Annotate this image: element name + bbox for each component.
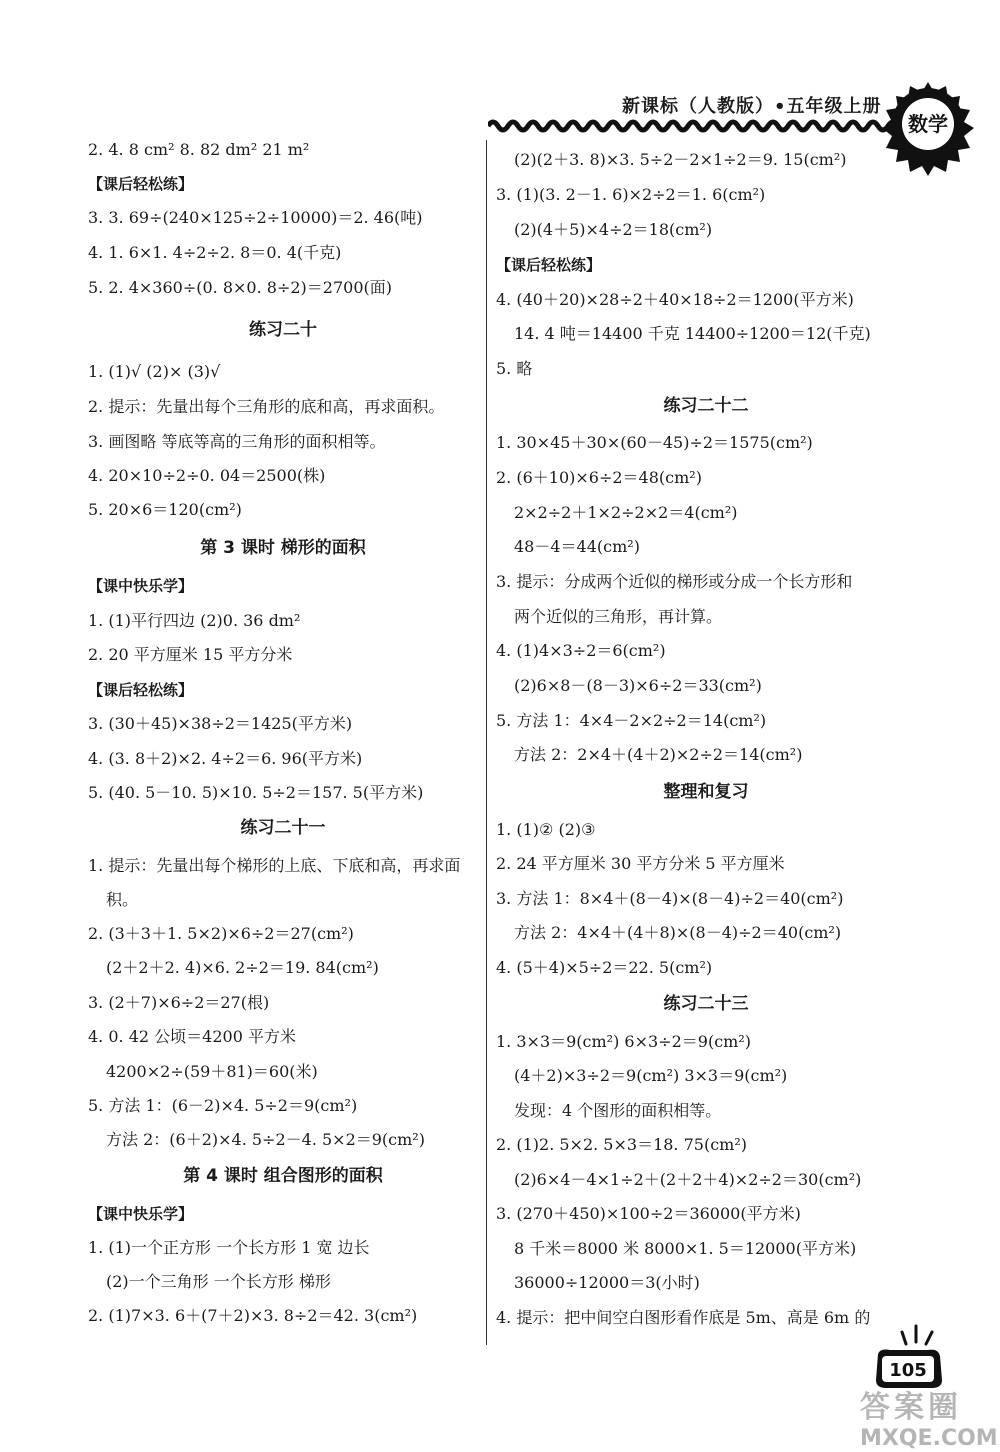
answer-line: 48－4＝44(cm²)	[514, 537, 640, 556]
answer-line: 1. 提示：先量出每个梯形的上底、下底和高，再求面	[88, 856, 461, 875]
answer-line: 4. 1. 6×1. 4÷2÷2. 8＝0. 4(千克)	[88, 243, 342, 262]
answer-line: 1. (1)√ (2)× (3)√	[88, 362, 221, 381]
answer-line: (2)(2＋3. 8)×3. 5÷2－2×1÷2＝9. 15(cm²)	[514, 150, 847, 169]
page-number: 105	[889, 1360, 927, 1381]
section-heading: 第 3 课时 梯形的面积	[200, 538, 366, 558]
column-divider	[486, 140, 487, 1345]
book-title-header: 新课标（人教版）•五年级上册	[622, 96, 882, 117]
answer-line: (4＋2)×3÷2＝9(cm²) 3×3＝9(cm²)	[514, 1066, 788, 1085]
answer-line: 2. (3＋3＋1. 5×2)×6÷2＝27(cm²)	[88, 924, 354, 943]
answer-line: 36000÷12000＝3(小时)	[514, 1273, 700, 1292]
answer-line: (2＋2＋2. 4)×6. 2÷2＝19. 84(cm²)	[106, 958, 379, 977]
answer-line: 2. (6＋10)×6÷2＝48(cm²)	[496, 468, 702, 487]
answer-line: 4. (1)4×3÷2＝6(cm²)	[496, 641, 666, 660]
answer-line: 2. (1)7×3. 6＋(7＋2)×3. 8÷2＝42. 3(cm²)	[88, 1306, 418, 1325]
answer-line: 2. 24 平方厘米 30 平方分米 5 平方厘米	[496, 854, 785, 873]
answer-line: (2)6×4－4×1÷2＋(2＋2＋4)×2÷2＝30(cm²)	[514, 1170, 862, 1189]
subsection-label: 【课后轻松练】	[88, 681, 194, 699]
subject-badge-label: 数学	[908, 112, 948, 136]
section-heading: 练习二十	[249, 320, 317, 340]
answer-line: 3. 3. 69÷(240×125÷2÷10000)＝2. 46(吨)	[88, 208, 423, 227]
decorative-wavy-border	[488, 118, 898, 134]
answer-line: 5. 方法 1：4×4－2×2÷2＝14(cm²)	[496, 711, 767, 730]
answer-line: 3. 画图略 等底等高的三角形的面积相等。	[88, 432, 386, 451]
answer-line: 3. 提示：分成两个近似的梯形或分成一个长方形和	[496, 572, 853, 591]
section-heading: 第 4 课时 组合图形的面积	[183, 1166, 383, 1186]
answer-line: 5. 方法 1：(6－2)×4. 5÷2＝9(cm²)	[88, 1096, 358, 1115]
answer-line: 积。	[106, 890, 139, 909]
answer-line: (2)一个三角形 一个长方形 梯形	[106, 1272, 331, 1291]
subsection-label: 【课中快乐学】	[88, 1205, 194, 1223]
answer-line: 3. 方法 1：8×4＋(8－4)×(8－4)÷2＝40(cm²)	[496, 889, 844, 908]
answer-line: 方法 2：2×4＋(4＋2)×2÷2＝14(cm²)	[514, 745, 803, 764]
answer-line: 5. 2. 4×360÷(0. 8×0. 8÷2)＝2700(面)	[88, 278, 392, 297]
answer-line: 1. (1)② (2)③	[496, 820, 596, 839]
answer-line: 方法 2：(6＋2)×4. 5÷2－4. 5×2＝9(cm²)	[106, 1130, 425, 1149]
watermark-url: MXQE.COM	[860, 1426, 998, 1451]
answer-line: 1. 30×45＋30×(60－45)÷2＝1575(cm²)	[496, 433, 813, 452]
answer-line: (2)6×8－(8－3)×6÷2＝33(cm²)	[514, 676, 762, 695]
answer-line: 2. 提示：先量出每个三角形的底和高，再求面积。	[88, 397, 445, 416]
subsection-label: 【课中快乐学】	[88, 577, 194, 595]
answer-line: 3. (30＋45)×38÷2＝1425(平方米)	[88, 714, 353, 733]
answer-line: 5. 20×6＝120(cm²)	[88, 500, 242, 519]
section-heading: 练习二十三	[663, 994, 749, 1014]
subject-badge-icon	[880, 78, 976, 178]
answer-line: 5. (40. 5－10. 5)×10. 5÷2＝157. 5(平方米)	[88, 783, 424, 802]
answer-line: 14. 4 吨＝14400 千克 14400÷1200＝12(千克)	[514, 324, 871, 343]
answer-line: 2. (1)2. 5×2. 5×3＝18. 75(cm²)	[496, 1135, 747, 1154]
answer-line: 两个近似的三角形，再计算。	[514, 607, 723, 626]
answer-line: 方法 2：4×4＋(4＋8)×(8－4)÷2＝40(cm²)	[514, 923, 842, 942]
answer-line: 1. 3×3＝9(cm²) 6×3÷2＝9(cm²)	[496, 1032, 751, 1051]
answer-line: 4. 20×10÷2÷0. 04＝2500(株)	[88, 466, 326, 485]
answer-line: (2)(4＋5)×4÷2＝18(cm²)	[514, 220, 713, 239]
answer-line: 1. (1)平行四边 (2)0. 36 dm²	[88, 611, 301, 630]
answer-line: 4. (5＋4)×5÷2＝22. 5(cm²)	[496, 958, 713, 977]
answer-line: 4. (40＋20)×28÷2＋40×18÷2＝1200(平方米)	[496, 290, 854, 309]
answer-line: 1. (1)一个正方形 一个长方形 1 宽 边长	[88, 1238, 370, 1257]
subsection-label: 【课后轻松练】	[88, 175, 194, 193]
answer-line: 3. (270＋450)×100÷2＝36000(平方米)	[496, 1204, 801, 1223]
decorative-rays-icon	[898, 1322, 938, 1348]
section-heading: 整理和复习	[663, 782, 749, 802]
answer-line: 4. 提示：把中间空白图形看作底是 5m、高是 6m 的	[496, 1308, 871, 1327]
answer-line: 5. 略	[496, 359, 533, 378]
section-heading: 练习二十一	[240, 818, 326, 838]
watermark	[860, 1382, 1000, 1452]
answer-line: 8 千米＝8000 米 8000×1. 5＝12000(平方米)	[514, 1239, 857, 1258]
answer-line: 2×2÷2＋1×2÷2×2＝4(cm²)	[514, 503, 738, 522]
answer-line: 3. (1)(3. 2－1. 6)×2÷2＝1. 6(cm²)	[496, 185, 766, 204]
answer-line: 4. (3. 8＋2)×2. 4÷2＝6. 96(平方米)	[88, 749, 363, 768]
answer-line: 4200×2÷(59＋81)＝60(米)	[106, 1062, 318, 1081]
answer-line: 2. 4. 8 cm² 8. 82 dm² 21 m²	[88, 140, 310, 159]
watermark-title: 答案圈	[860, 1390, 962, 1425]
section-heading: 练习二十二	[663, 396, 749, 416]
answer-line: 4. 0. 42 公顷＝4200 平方米	[88, 1027, 296, 1046]
answer-line: 3. (2＋7)×6÷2＝27(根)	[88, 993, 270, 1012]
answer-line: 2. 20 平方厘米 15 平方分米	[88, 645, 293, 664]
answer-line: 发现：4 个图形的面积相等。	[514, 1101, 722, 1120]
subsection-label: 【课后轻松练】	[496, 256, 602, 274]
